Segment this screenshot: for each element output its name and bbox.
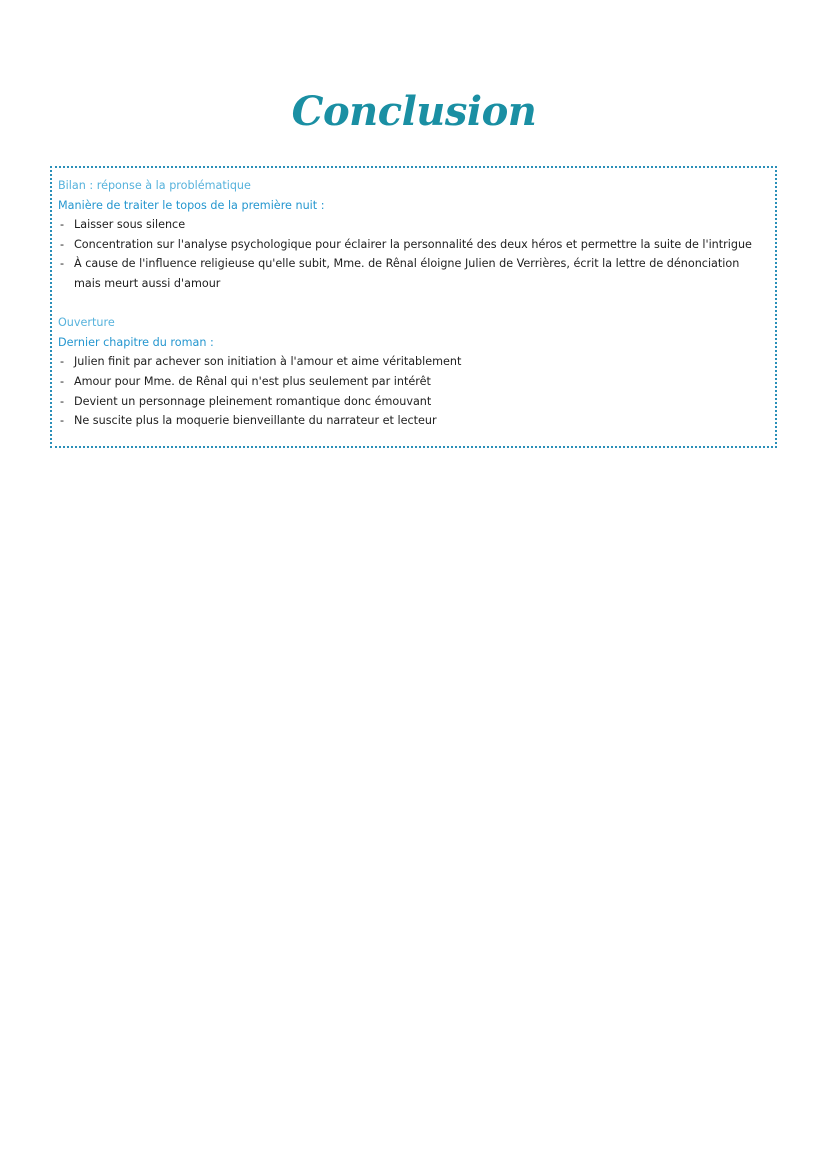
list-item: - Concentration sur l'analyse psychologique pour éclairer la personnalité des deux héros et permettre la suite de l'intrigue (58, 235, 761, 255)
list-item: - Julien finit par achever son initiation à l'amour et aime véritablement (58, 352, 761, 372)
ouverture-list (58, 352, 761, 430)
ouverture-subheading: Dernier chapitre du roman : (58, 335, 214, 349)
conclusion-content (58, 176, 761, 431)
page-title: Conclusion (291, 88, 537, 135)
list-item: - Amour pour Mme. de Rênal qui n'est plus seulement par intérêt (58, 372, 761, 392)
bilan-subheading: Manière de traiter le topos de la première nuit : (58, 198, 325, 212)
list-item: - Laisser sous silence (58, 215, 761, 235)
list-item: - Ne suscite plus la moquerie bienveillante du narrateur et lecteur (58, 411, 761, 431)
list-item: - Devient un personnage pleinement romantique donc émouvant (58, 392, 761, 412)
bilan-heading: Bilan : réponse à la problématique (58, 179, 251, 192)
conclusion-box (50, 166, 777, 448)
bilan-list (58, 215, 761, 293)
ouverture-heading: Ouverture (58, 316, 115, 330)
list-item: - À cause de l'influence religieuse qu'elle subit, Mme. de Rênal éloigne Julien de Verrières, écrit la lettre de dénonciation mais meurt aussi d'amour (58, 254, 761, 293)
section-spacer (58, 294, 761, 314)
